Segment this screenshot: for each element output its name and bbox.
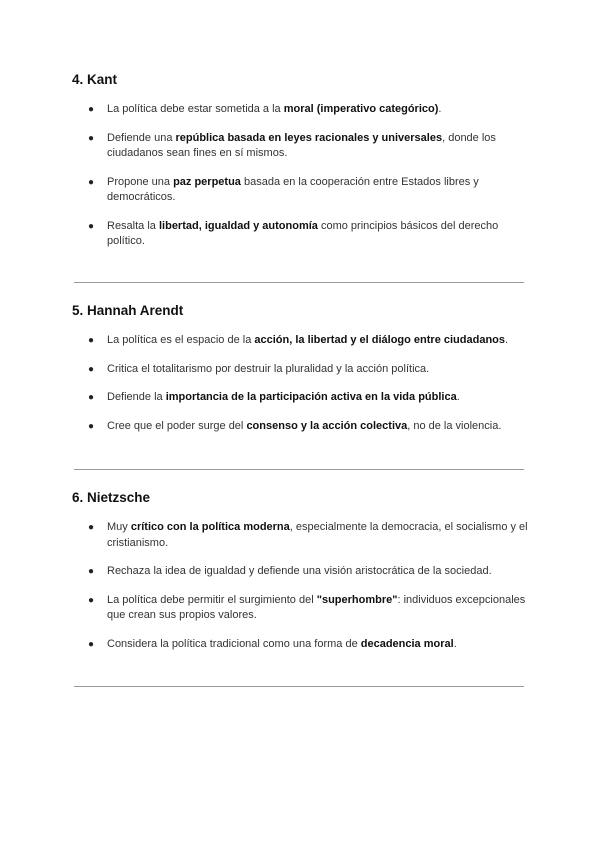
text-run: . — [456, 391, 460, 403]
text-run: basada en la cooperación entre Estados libres y democráticos. — [107, 175, 479, 203]
text-run: , donde los ciudadanos sean fines en sí mismos. — [107, 131, 496, 159]
text-run: como principios básicos del derecho político. — [107, 219, 499, 247]
section-heading: 5. Hannah Arendt — [72, 303, 184, 318]
bold-text: paz perpetua — [173, 175, 241, 188]
text-run: . — [438, 103, 442, 115]
section-divider — [74, 469, 524, 470]
list-item — [72, 175, 528, 206]
list-item — [72, 520, 528, 551]
bold-text: crítico con la política moderna — [130, 521, 290, 533]
list-item — [72, 637, 528, 653]
text-run: Propone una — [107, 175, 174, 188]
list-item — [72, 333, 528, 349]
bullet-list — [72, 102, 528, 250]
text-run: . — [453, 637, 457, 650]
text-run: Resalta la — [107, 219, 159, 232]
section-divider — [74, 282, 524, 283]
bold-text: libertad, igualdad y autonomía — [158, 219, 318, 232]
bullet-icon: ● — [88, 566, 95, 577]
bullet-icon: ● — [88, 594, 95, 606]
bullet-icon: ● — [88, 420, 95, 432]
bold-text: importancia de la participación activa en la vida pública — [165, 391, 457, 403]
text-run: La política debe permitir el surgimiento del — [107, 593, 317, 606]
bullet-icon: ● — [88, 132, 95, 144]
list-item — [72, 102, 528, 118]
bullet-icon: ● — [88, 363, 95, 375]
list-item — [72, 593, 528, 624]
section-kant — [72, 71, 528, 250]
bullet-icon: ● — [88, 220, 95, 232]
bold-text: república basada en leyes racionales y universales — [175, 131, 443, 144]
text-run: , especialmente la democracia, el socialismo y el cristianismo. — [107, 521, 528, 549]
list-item — [72, 362, 528, 378]
section-heading: 6. Nietzsche — [72, 490, 151, 505]
text-run: Defiende una — [107, 131, 176, 144]
bullet-icon: ● — [88, 335, 95, 346]
section-divider — [74, 686, 524, 687]
section-nietzsche — [72, 489, 528, 652]
text-run: La política debe estar sometida a la — [107, 103, 284, 115]
section-hannah-arendt — [72, 302, 528, 434]
bullet-icon: ● — [88, 522, 95, 533]
bullet-icon: ● — [88, 392, 95, 403]
list-item — [72, 390, 528, 406]
text-run: La política es el espacio de la — [107, 334, 255, 346]
bullet-list — [72, 333, 528, 434]
text-run: , no de la violencia. — [407, 419, 502, 432]
text-run: Critica el totalitarismo por destruir la pluralidad y la acción política. — [107, 362, 430, 375]
list-item — [72, 564, 528, 580]
bold-text: "superhombre" — [316, 593, 398, 606]
bullet-icon: ● — [88, 104, 95, 115]
text-run: . — [505, 334, 509, 346]
bold-text: consenso y la acción colectiva — [246, 419, 408, 432]
bullet-icon: ● — [88, 638, 95, 650]
text-run: Cree que el poder surge del — [107, 419, 247, 432]
list-item — [72, 219, 528, 250]
bold-text: moral (imperativo categórico) — [283, 103, 439, 115]
text-run: : individuos excepcionales que crean sus propios valores. — [107, 593, 526, 621]
bold-text: acción, la libertad y el diálogo entre ciudadanos — [254, 334, 505, 346]
bullet-list — [72, 520, 528, 652]
bold-text: decadencia moral — [360, 637, 454, 650]
text-run: Muy — [107, 521, 131, 533]
list-item — [72, 419, 528, 435]
section-heading: 4. Kant — [72, 72, 118, 87]
text-run: Rechaza la idea de igualdad y defiende una visión aristocrática de la sociedad. — [107, 565, 492, 577]
text-run: Considera la política tradicional como una forma de — [107, 637, 361, 650]
bullet-icon: ● — [88, 176, 95, 188]
text-run: Defiende la — [107, 391, 166, 403]
list-item — [72, 131, 528, 162]
